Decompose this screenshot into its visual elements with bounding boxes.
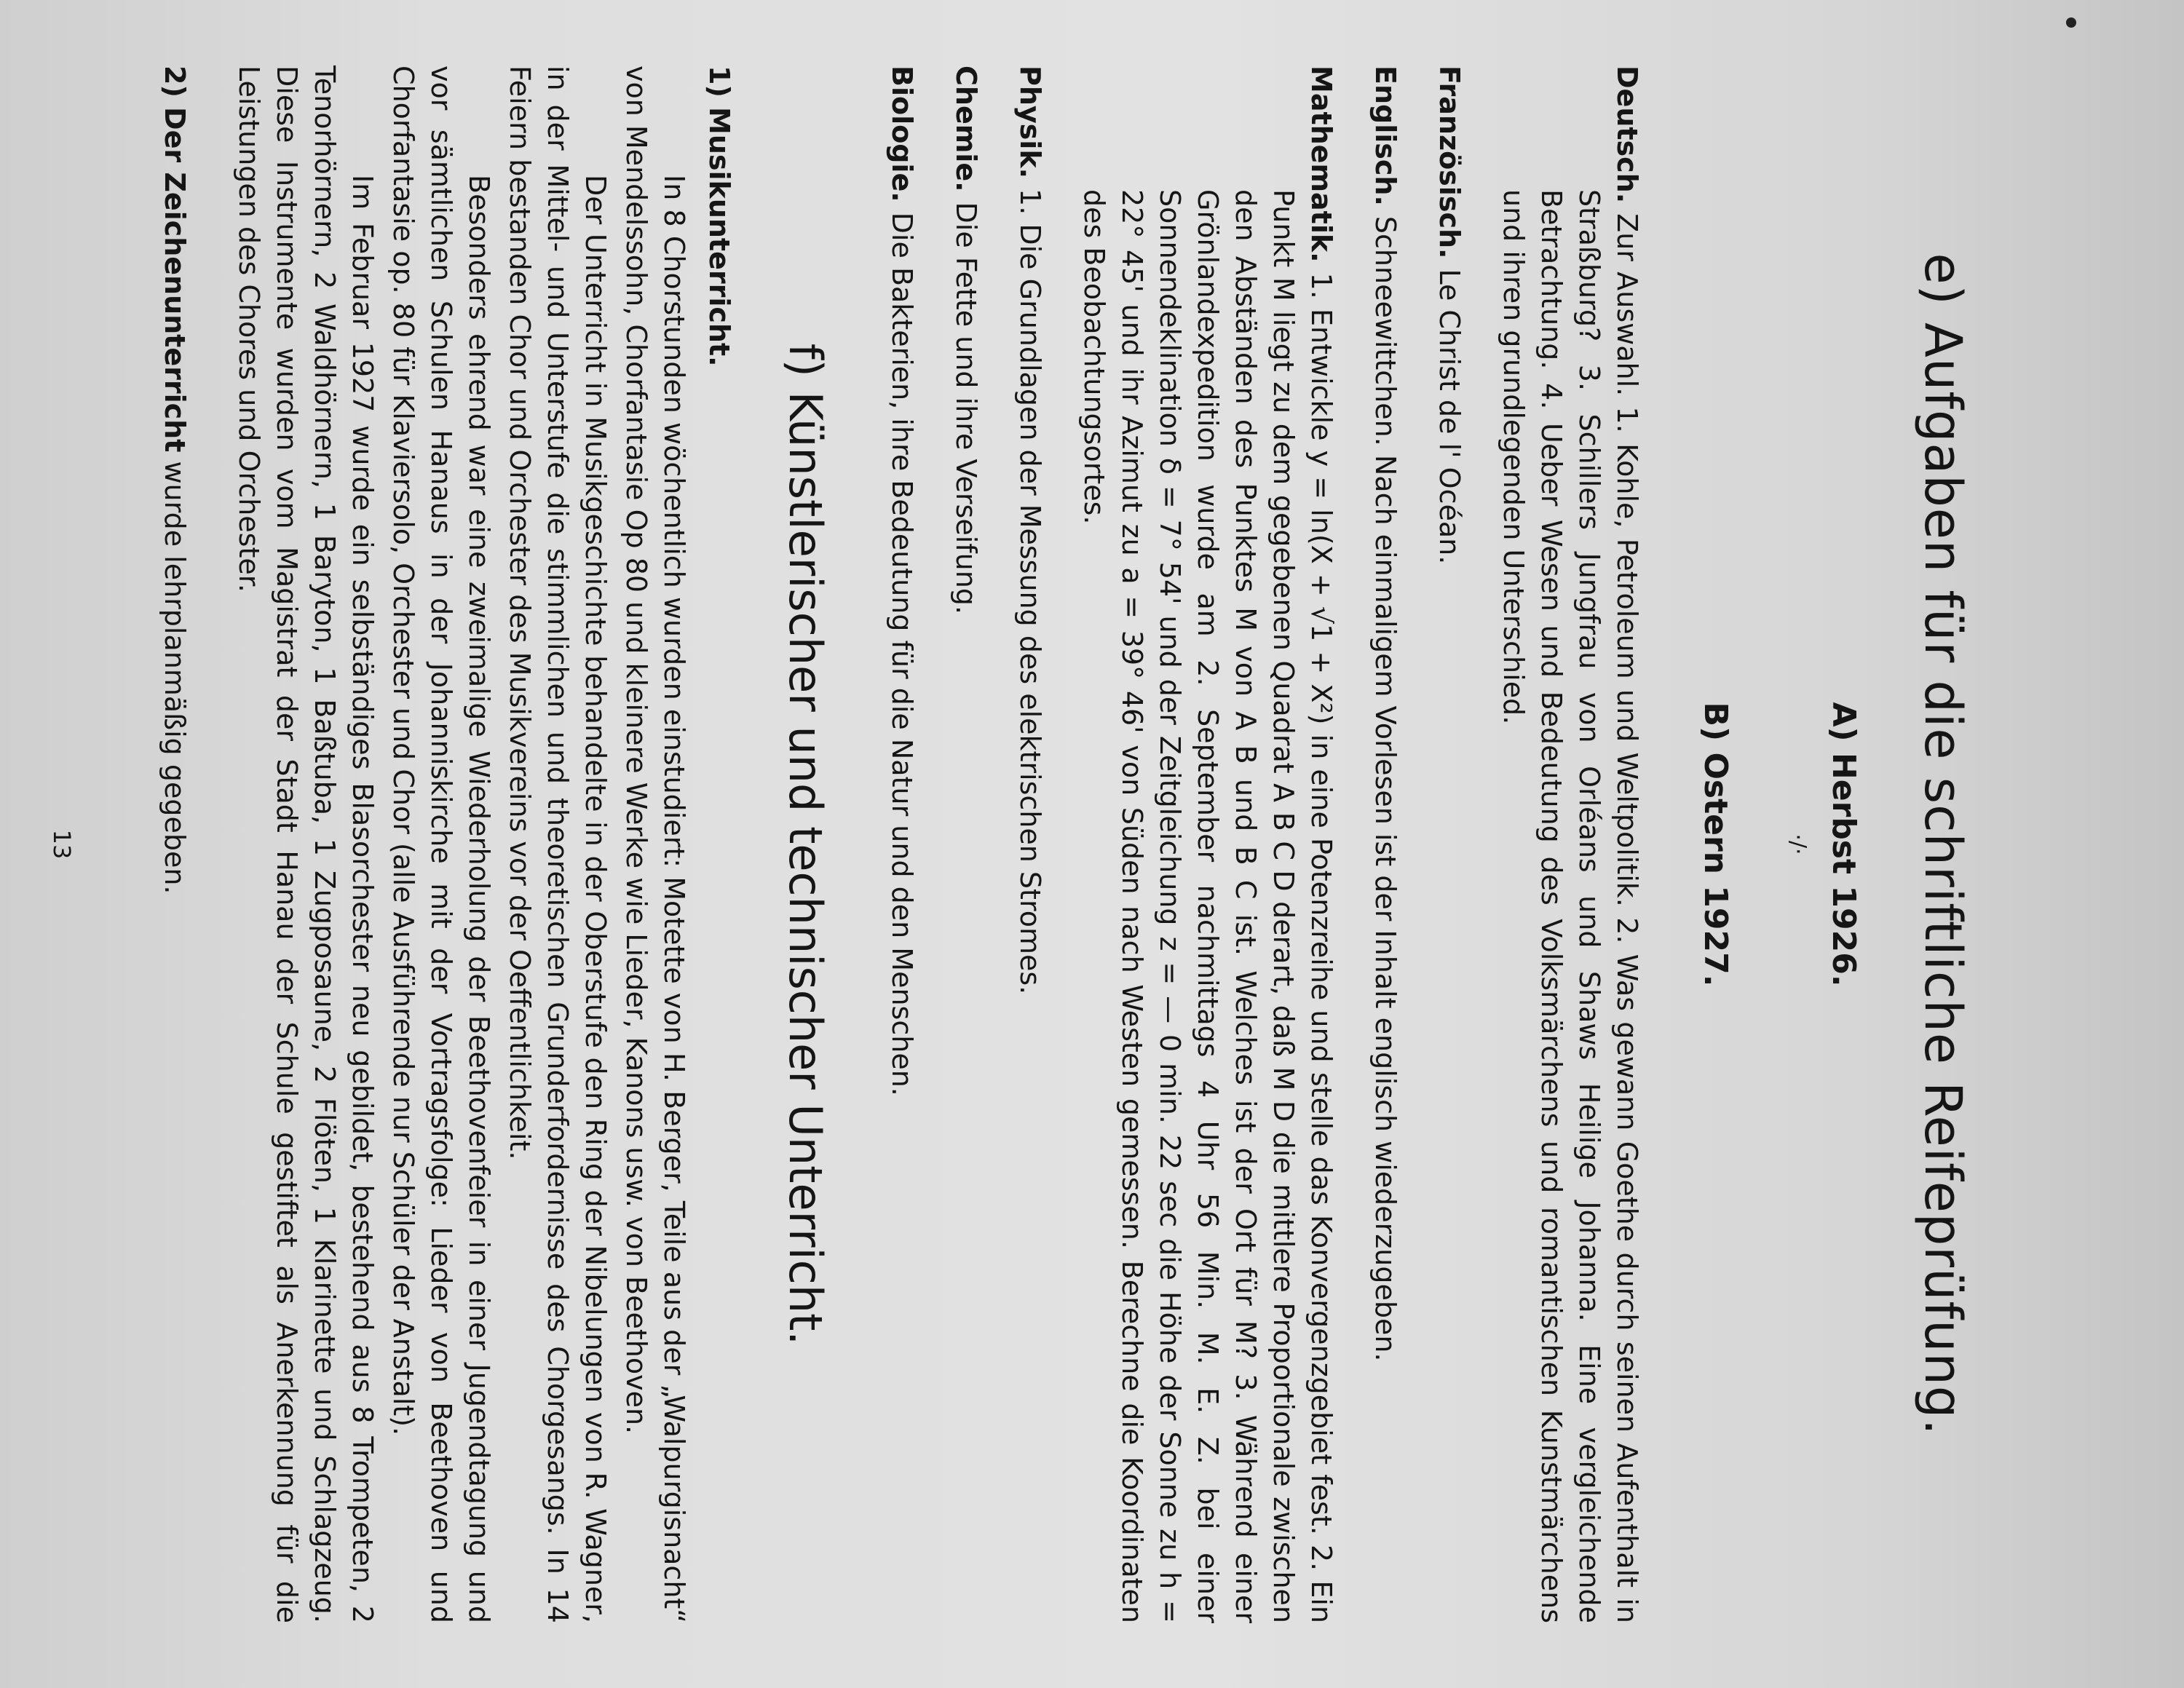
page-number: 13 <box>48 829 76 860</box>
music-paragraph: Im Februar 1927 wurde ein selbständiges Blasorchester neu gebildet, bestehend aus 8 Trompeten, 2 Tenorhörnern, 2 Waldhörnern, 1 Baryton, 1 Baßtuba, 1 Zugposaune, 2 Flöten, 1 Klarinette und Schlagzeug. Diese Instrumente wurden vom Magistrat der Stadt Hanau der Schule gestiftet als Anerkennung für die Leistungen des Chores und Orchester. <box>233 66 379 1623</box>
entry-franzoesisch <box>1431 66 1468 1623</box>
subject-label: Mathematik. <box>1305 66 1337 263</box>
entry-biologie <box>883 66 921 1623</box>
entry-chemie <box>947 66 985 1623</box>
subject-label: Englisch. <box>1369 66 1401 206</box>
document-page <box>48 15 2053 1674</box>
music-paragraph: In 8 Chorstunden wöchentlich wurden einstudiert: Motette von H. Berger, Teile aus der „Walpurgisnacht“ von Mendelssohn, Chorfantasie Op 80 und kleinere Werke wie Lieder, Kanons usw. von Beethoven. <box>620 66 690 1623</box>
ostern-heading: B) Ostern 1927. <box>1697 702 1734 987</box>
subject-text: Le Christ de l' Océan. <box>1433 269 1465 565</box>
subject-text: Zur Auswahl. 1. Kohle, Petroleum und Weltpolitik. 2. Was gewann Goethe durch seinen Aufenthalt in Straßburg? 3. Schillers Jungfrau von Orléans und Shaws Heilige Johanna. Eine vergleichende Betrachtung. 4. Ueber Wesen und Bedeutung des Volksmärchens und romantischen Kunstmärchens und ihren grundlegenden Unterschied. <box>1497 189 1643 1623</box>
subject-text: Die Fette und ihre Verseifung. <box>950 202 982 615</box>
section-f-title: f) Künstlerischer und technischer Unterricht. <box>779 343 832 1346</box>
drawing-heading: 2) Der Zeichenunterricht <box>159 66 191 453</box>
music-heading: 1) Musikunterricht. <box>703 66 735 367</box>
margin-dot <box>2066 17 2076 28</box>
drawing-text: wurde lehrplanmäßig gegeben. <box>159 452 191 895</box>
entry-physik <box>1011 66 1049 1623</box>
subject-text: 1. Entwickle y = ln(X + √1 + X²) in eine Potenzreihe und stelle das Konvergenzgebiet fest. 2. Ein Punkt M liegt zu dem gegebenen Quadrat A B C D derart, daß M D die mittlere Proportionale zwischen den Abständen des Punktes M von A B und B C ist. Welches ist der Ort für M? 3. Während einer Grönlandexpedition wurde am 2. September nachmittags 4 Uhr 56 Min. M. E. Z. bei einer Sonnendeklination δ = 7° 54' und der Zeitgleichung z = — 0 min. 22 sec die Höhe der Sonne zu h = 22° 45' und ihr Azimut zu a = 39° 46' von Süden nach Westen gemessen. Berechne die Koordinaten des Beobachtungsortes. <box>1078 189 1337 1623</box>
herbst-mark: ·/· <box>1785 833 1811 855</box>
subject-label: Physik. <box>1014 66 1046 179</box>
section-e-title: e) Aufgaben für die schriftliche Reifeprüfung. <box>1913 253 1973 1436</box>
subject-label: Chemie. <box>950 66 982 192</box>
subject-text: Die Bakterien, ihre Bedeutung für die Natur und den Menschen. <box>886 212 918 1096</box>
herbst-heading: A) Herbst 1926. <box>1825 702 1862 987</box>
subject-text: Schneewittchen. Nach einmaligem Vorlesen ist der Inhalt englisch wiederzugeben. <box>1369 215 1401 1362</box>
drawing-line <box>156 66 194 1623</box>
subject-label: Biologie. <box>886 66 918 202</box>
entry-mathematik <box>1075 66 1340 1623</box>
music-paragraph: Der Unterricht in Musikgeschichte behandelte in der Oberstufe den Ring der Nibelungen von R. Wagner, in der Mittel- und Unterstufe die stimmlichen und theoretischen Grunderfordernisse des Chorgesangs. In 14 Feiern bestanden Chor und Orchester des Musikvereins vor der Oeffentlichkeit. <box>504 66 612 1623</box>
subject-label: Deutsch. <box>1611 66 1643 204</box>
entry-englisch <box>1366 66 1404 1623</box>
subject-label: Französisch. <box>1433 66 1465 259</box>
subject-text: 1. Die Grundlagen der Messung des elektrischen Stromes. <box>1014 189 1046 995</box>
music-paragraph: Besonders ehrend war eine zweimalige Wiederholung der Beethovenfeier in einer Jugendtagung und vor sämtlichen Schulen Hanaus in der Johanniskirche mit der Vortragsfolge: Lieder von Beethoven und Chorfantasie op. 80 für Klaviersolo, Orchester und Chor (alle Ausführende nur Schüler der Anstalt). <box>387 66 495 1623</box>
entry-deutsch <box>1495 66 1646 1623</box>
